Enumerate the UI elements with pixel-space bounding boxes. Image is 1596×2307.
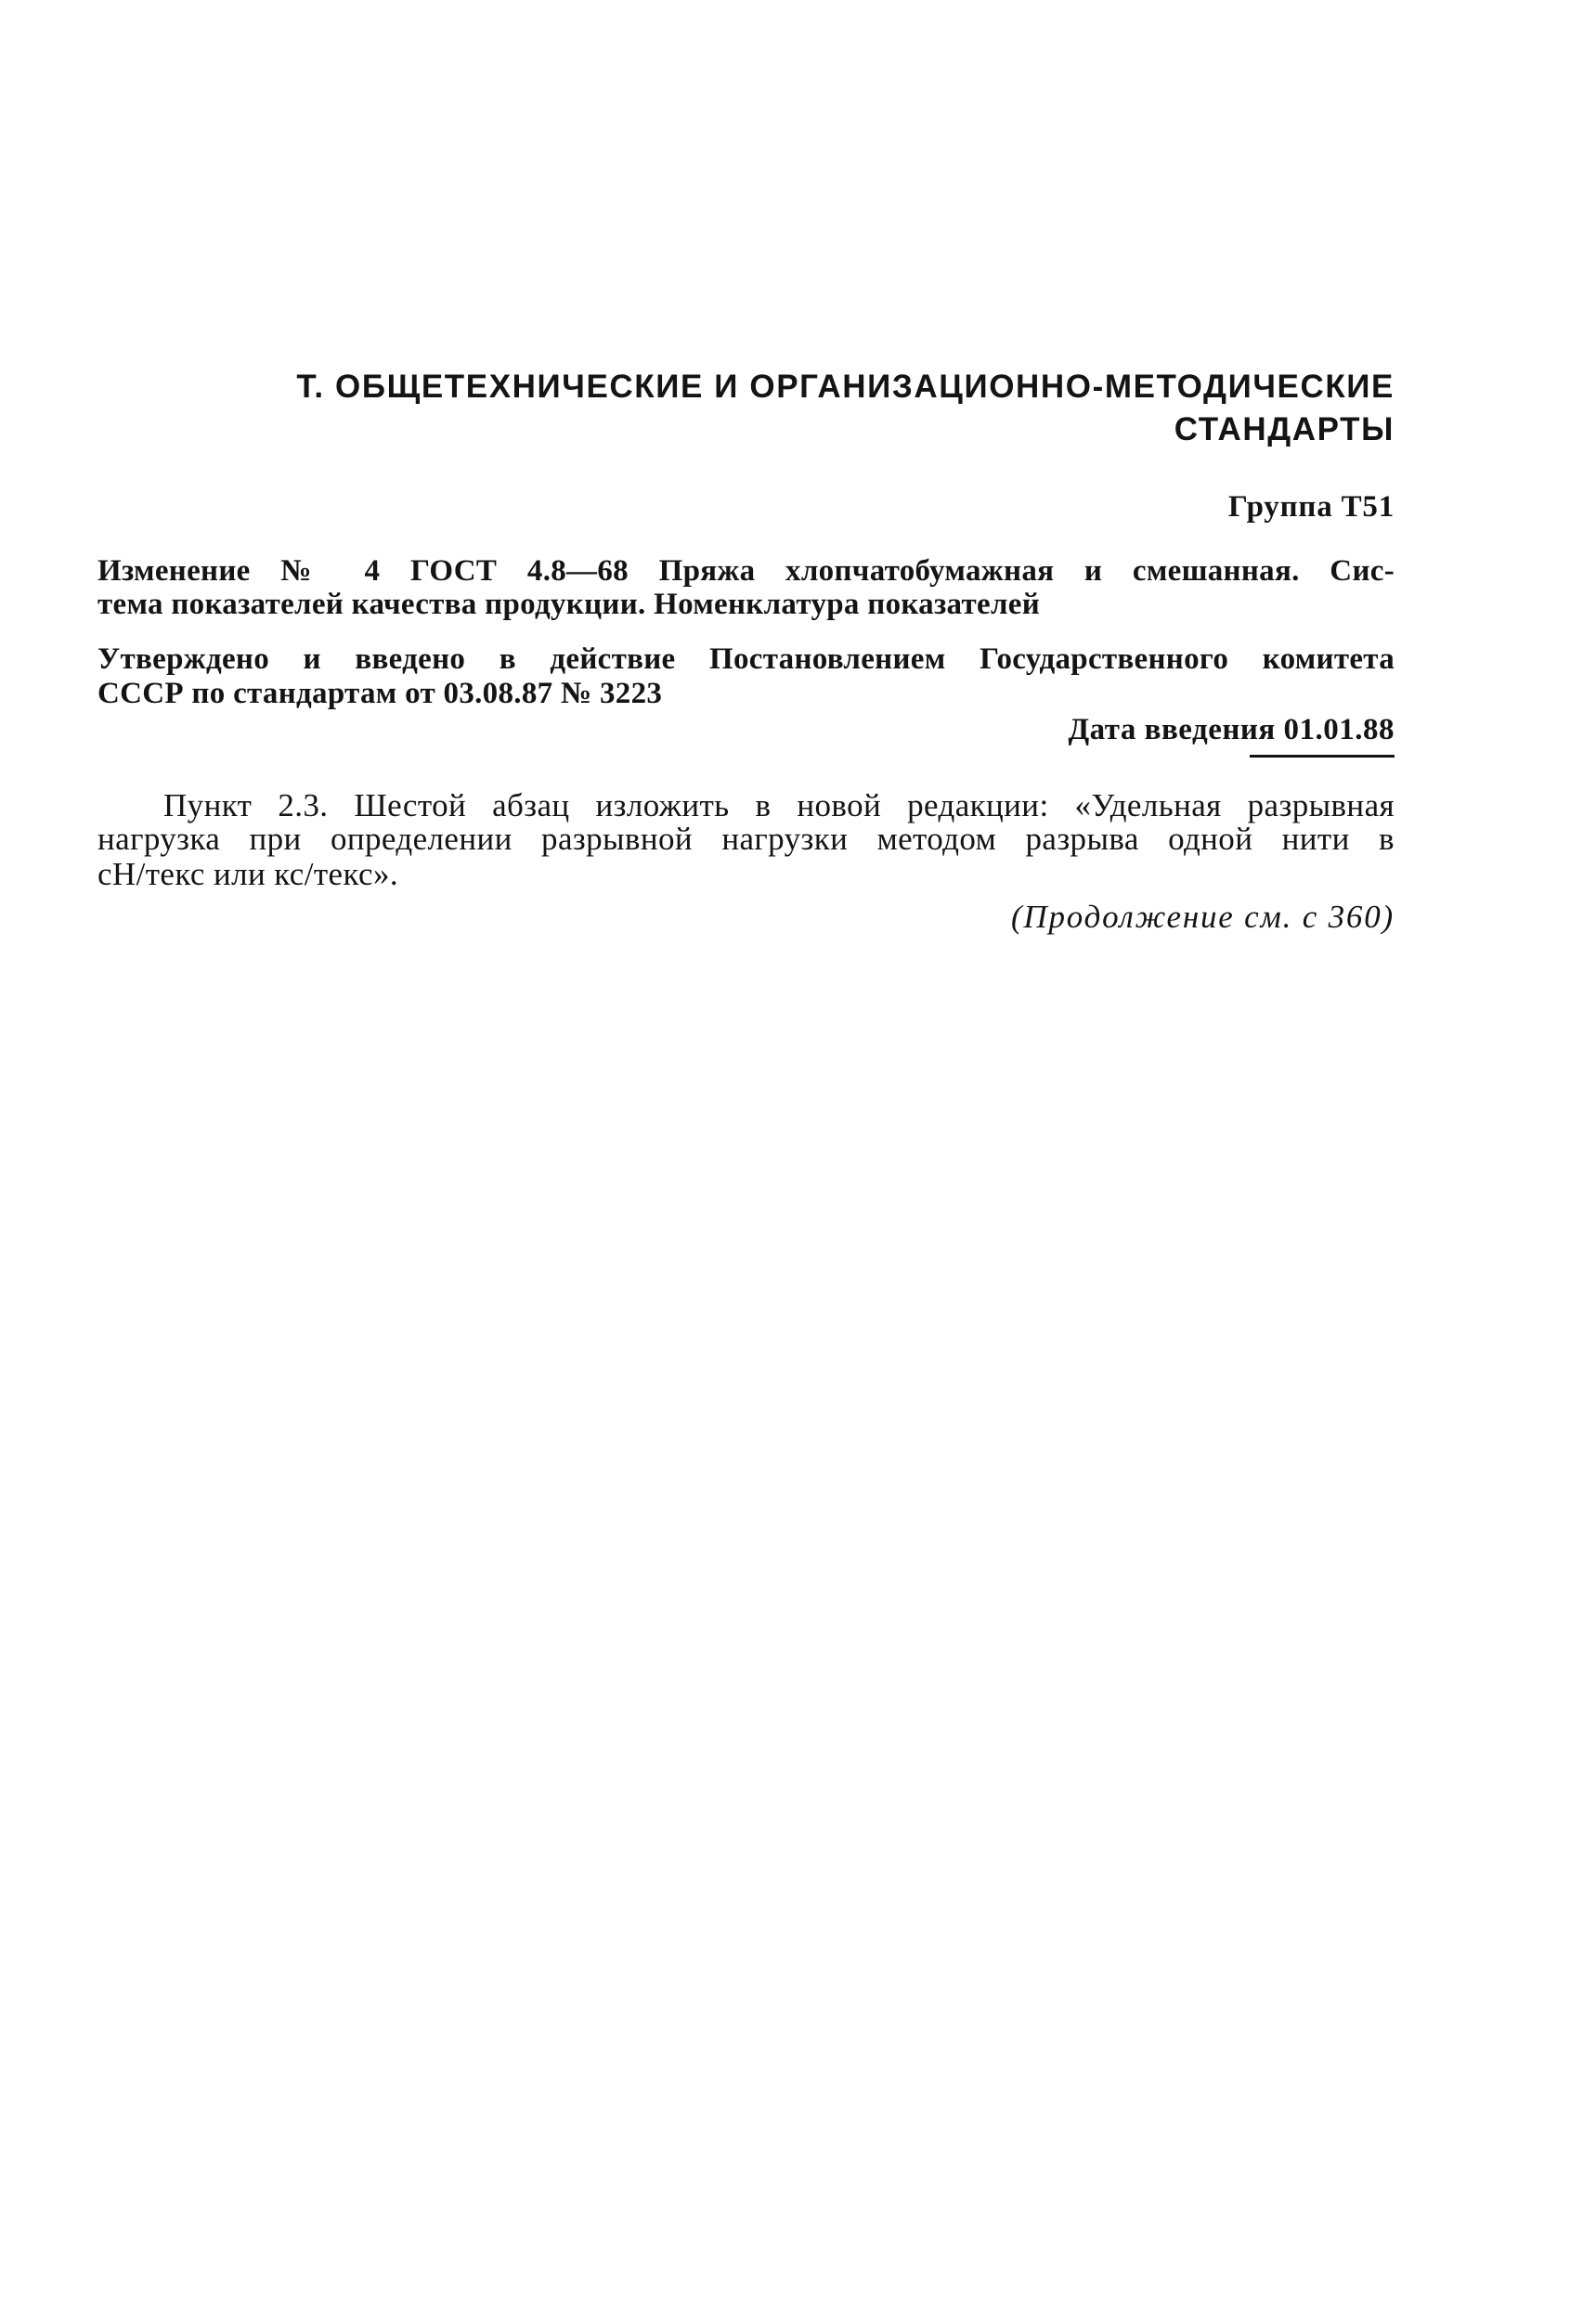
approval-line-1: Утверждено и введено в действие Постановлением Государственного комитета — [97, 642, 1395, 676]
effective-date-underline — [1250, 755, 1395, 758]
approval-line-2: СССР по стандартам от 03.08.87 № 3223 — [97, 677, 663, 710]
amendment-title-line-2: тема показателей качества продукции. Номенклатура показателей — [97, 588, 1041, 621]
amendment-title-line-1: Изменение № 4 ГОСТ 4.8—68 Пряжа хлопчатобумажная и смешанная. Сис- — [97, 554, 1395, 588]
section-title-line-2: СТАНДАРТЫ — [1174, 411, 1395, 447]
body-paragraph-line-3: сН/текс или кс/текс». — [97, 856, 398, 892]
body-paragraph-line-2: нагрузка при определении разрывной нагрузки методом разрыва одной нити в — [97, 821, 1395, 857]
section-title-line-1: Т. ОБЩЕТЕХНИЧЕСКИЕ И ОРГАНИЗАЦИОННО-МЕТОДИЧЕСКИЕ — [296, 369, 1395, 405]
effective-date: Дата введения 01.01.88 — [1068, 713, 1395, 746]
group-label: Группа Т51 — [1227, 490, 1395, 524]
body-paragraph-line-1: Пункт 2.3. Шестой абзац изложить в новой редакции: «Удельная разрывная — [163, 787, 1395, 823]
continued-note: (Продолжение см. с 360) — [1010, 899, 1395, 935]
